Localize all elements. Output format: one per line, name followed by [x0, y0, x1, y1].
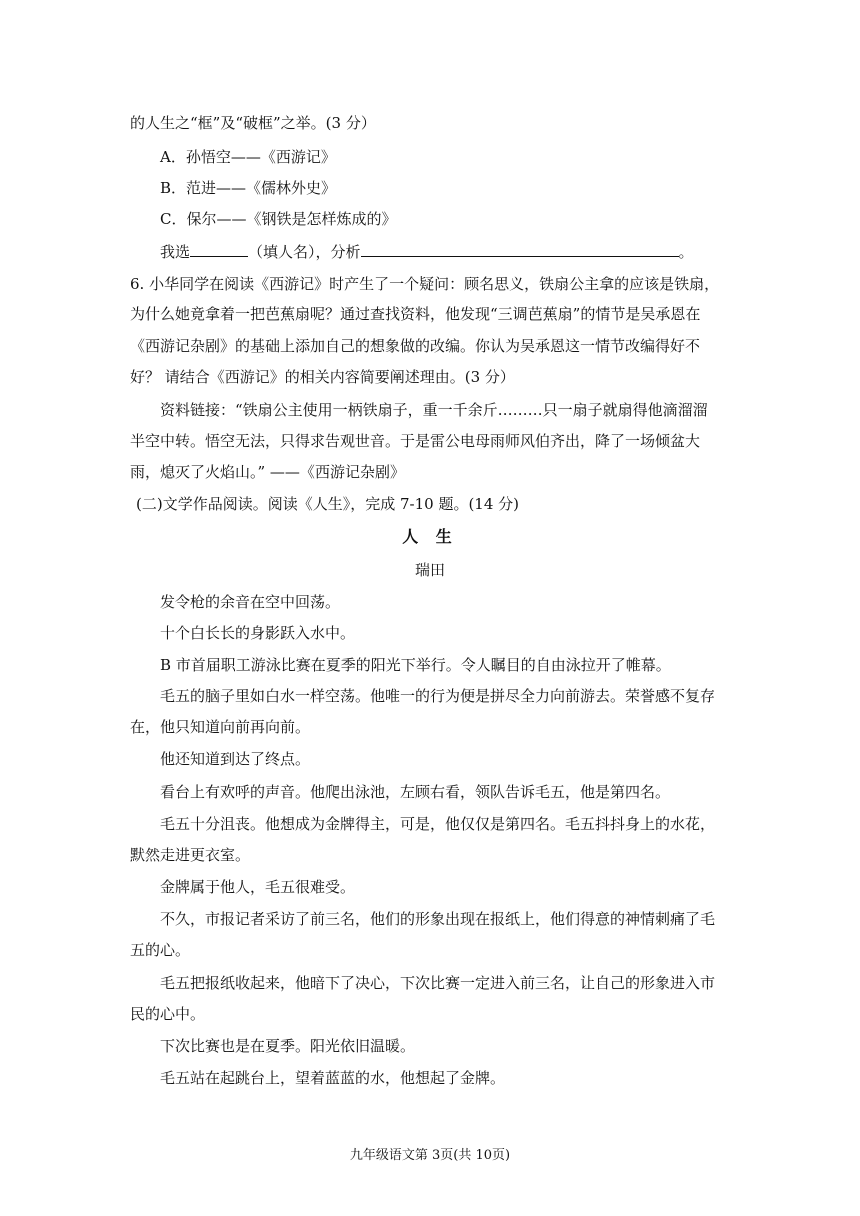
story-paragraph: 下次比赛也是在夏季。阳光依旧温暖。: [160, 1037, 416, 1055]
page-footer: 九年级语文第 3页(共 10页): [349, 1148, 511, 1163]
answer-middle: （填人名），分析: [248, 243, 361, 261]
section-heading: (二)文学作品阅读。阅读《人生》，完成 7-10 题。(14 分): [136, 495, 520, 513]
story-paragraph: 不久，市报记者采访了前三名，他们的形象出现在报纸上，他们得意的神情刺痛了毛: [160, 910, 716, 928]
option-a: A．孙悟空——《西游记》: [160, 148, 336, 166]
question-6-line: 为什么她竟拿着一把芭蕉扇呢？通过查找资料，他发现“三调芭蕉扇”的情节是吴承恩在: [130, 305, 701, 323]
story-paragraph-cont: 民的心中。: [130, 1005, 206, 1023]
question-6-line: 《西游记杂剧》的基础上添加自己的想象做的改编。你认为吴承恩这一情节改编得好不: [130, 337, 701, 355]
story-paragraph: 看台上有欢呼的声音。他爬出泳池，左顾右看，领队告诉毛五，他是第四名。: [160, 783, 671, 801]
material-line: 资料链接：“铁扇公主使用一柄铁扇子，重一千余斤………只一扇子就扇得他滴溜溜: [160, 401, 708, 419]
story-paragraph: B 市首届职工游泳比赛在夏季的阳光下举行。令人瞩目的自由泳拉开了帷幕。: [160, 656, 671, 674]
story-paragraph-cont: 默然走进更衣室。: [130, 846, 251, 864]
option-b: B．范进——《儒林外史》: [160, 179, 337, 197]
story-paragraph: 十个白长长的身影跃入水中。: [160, 624, 356, 642]
story-paragraph: 他还知道到达了终点。: [160, 750, 311, 768]
story-paragraph-cont: 五的心。: [130, 941, 191, 959]
story-paragraph: 金牌属于他人，毛五很难受。: [160, 878, 356, 896]
answer-suffix: 。: [678, 243, 694, 261]
analysis-blank[interactable]: [361, 241, 679, 257]
story-paragraph: 发令枪的余音在空中回荡。: [160, 593, 341, 611]
name-blank[interactable]: [190, 241, 248, 257]
option-c: C．保尔——《钢铁是怎样炼成的》: [160, 210, 397, 228]
answer-prefix: 我选: [160, 243, 191, 261]
material-line: 半空中转。悟空无法，只得求告观世音。于是雷公电母雨师风伯齐出，降了一场倾盆大: [130, 432, 701, 450]
story-paragraph: 毛五的脑子里如白水一样空荡。他唯一的行为便是拼尽全力向前游去。荣誉感不复存: [160, 687, 716, 705]
story-author: 瑞田: [414, 561, 445, 579]
story-title: 人 生: [402, 527, 458, 546]
question-6-line: 6. 小华同学在阅读《西游记》时产生了一个疑问：顾名思义，铁扇公主拿的应该是铁扇，: [130, 275, 720, 293]
material-line: 雨，熄灭了火焰山。” ——《西游记杂剧》: [130, 463, 405, 481]
question-5-tail: 的人生之“框”及“破框”之举。(3 分）: [130, 114, 376, 132]
question-6-line: 好？ 请结合《西游记》的相关内容简要阐述理由。(3 分）: [130, 368, 515, 386]
answer-line: [160, 241, 694, 262]
story-paragraph: 毛五把报纸收起来，他暗下了决心，下次比赛一定进入前三名，让自己的形象进入市: [160, 974, 716, 992]
story-paragraph: 毛五站在起跳台上，望着蓝蓝的水，他想起了金牌。: [160, 1069, 506, 1087]
story-paragraph-cont: 在，他只知道向前再向前。: [130, 718, 311, 736]
story-paragraph: 毛五十分沮丧。他想成为金牌得主，可是，他仅仅是第四名。毛五抖抖身上的水花，: [160, 815, 716, 833]
